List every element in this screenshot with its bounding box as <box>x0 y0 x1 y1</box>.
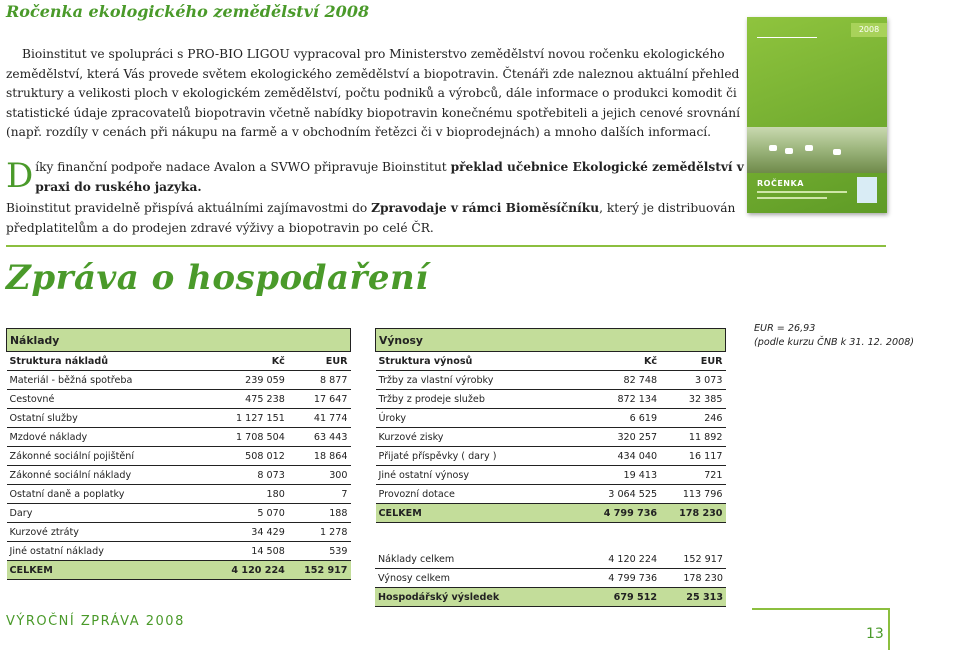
table-row <box>376 428 726 447</box>
total-eur: 178 230 <box>660 504 725 523</box>
column-header: EUR <box>288 352 351 371</box>
row-label: Zákonné sociální náklady <box>7 466 213 485</box>
row-czk: 14 508 <box>213 542 288 561</box>
row-czk: 8 073 <box>213 466 288 485</box>
cow-shape <box>805 145 813 151</box>
row-label: Ostatní daně a poplatky <box>7 485 213 504</box>
summary-czk: 4 120 224 <box>581 550 660 569</box>
row-label: Materiál - běžná spotřeba <box>7 371 213 390</box>
cover-subtitle-line <box>757 197 827 199</box>
row-eur: 63 443 <box>288 428 351 447</box>
total-czk: 4 120 224 <box>213 561 288 580</box>
row-label: Ostatní služby <box>7 409 213 428</box>
row-eur: 246 <box>660 409 725 428</box>
column-header: Struktura výnosů <box>376 352 582 371</box>
cover-photo <box>747 127 887 173</box>
exchange-rate: EUR = 26,93 <box>754 323 816 334</box>
cover-year-tab: 2008 <box>851 23 887 37</box>
row-label: Kurzové ztráty <box>7 523 213 542</box>
page-number: 13 <box>866 626 884 642</box>
table-row <box>7 542 351 561</box>
summary-label: Náklady celkem <box>375 550 581 569</box>
row-label: Zákonné sociální pojištění <box>7 447 213 466</box>
row-eur: 16 117 <box>660 447 725 466</box>
total-czk: 4 799 736 <box>582 504 661 523</box>
yearbook-cover-image <box>747 17 887 213</box>
row-eur: 11 892 <box>660 428 725 447</box>
summary-table <box>375 550 726 607</box>
footer-title: VÝROČNÍ ZPRÁVA 2008 <box>6 614 185 629</box>
cover-subtitle-line <box>757 191 847 193</box>
row-czk: 5 070 <box>213 504 288 523</box>
summary-eur: 152 917 <box>660 550 726 569</box>
summary-eur: 178 230 <box>660 569 726 588</box>
row-label: Jiné ostatní náklady <box>7 542 213 561</box>
row-label: Úroky <box>376 409 582 428</box>
row-eur: 300 <box>288 466 351 485</box>
cover-title: ROČENKA <box>757 179 804 188</box>
total-label: CELKEM <box>376 504 582 523</box>
row-label: Přijaté příspěvky ( dary ) <box>376 447 582 466</box>
column-header: Kč <box>213 352 288 371</box>
row-eur: 17 647 <box>288 390 351 409</box>
row-eur: 7 <box>288 485 351 504</box>
summary-label: Výnosy celkem <box>375 569 581 588</box>
table-row <box>376 390 726 409</box>
exchange-rate-note <box>754 322 914 350</box>
row-eur: 41 774 <box>288 409 351 428</box>
row-czk: 180 <box>213 485 288 504</box>
costs-table <box>6 328 351 580</box>
table-row <box>7 371 351 390</box>
column-header: Kč <box>582 352 661 371</box>
cover-badge <box>857 177 877 203</box>
row-czk: 434 040 <box>582 447 661 466</box>
revenues-table <box>375 328 726 523</box>
cover-logo <box>757 37 817 42</box>
table-row <box>7 390 351 409</box>
row-eur: 3 073 <box>660 371 725 390</box>
row-eur: 188 <box>288 504 351 523</box>
paragraph-newsletter-bold: Zpravodaje v rámci Bioměsíčníku <box>371 201 600 215</box>
row-eur: 32 385 <box>660 390 725 409</box>
total-eur: 152 917 <box>288 561 351 580</box>
paragraph-translation-bold: překlad učebnice Ekologické zemědělství v praxi do ruského jazyka. <box>35 160 744 194</box>
table-row <box>376 466 726 485</box>
table-row <box>7 428 351 447</box>
row-label: Tržby za vlastní výrobky <box>376 371 582 390</box>
table-row <box>7 447 351 466</box>
row-label: Mzdové náklady <box>7 428 213 447</box>
row-czk: 508 012 <box>213 447 288 466</box>
row-label: Cestovné <box>7 390 213 409</box>
cow-shape <box>785 148 793 154</box>
divider-rule <box>6 245 886 247</box>
row-czk: 82 748 <box>582 371 661 390</box>
paragraph-translation-text: íky finanční podpoře nadace Avalon a SVWO připravuje Bioinstitut <box>35 160 451 174</box>
row-czk: 475 238 <box>213 390 288 409</box>
row-czk: 19 413 <box>582 466 661 485</box>
paragraph-yearbook <box>6 45 744 143</box>
table-row <box>376 409 726 428</box>
paragraph-newsletter-end: , který je distribuován předplatitelům a do prodejen zdravé výživy a biopotravin po celé ČR. <box>6 201 736 235</box>
table-row <box>376 447 726 466</box>
row-czk: 3 064 525 <box>582 485 661 504</box>
cow-shape <box>769 145 777 151</box>
paragraph-translation <box>6 158 744 197</box>
revenues-table-title: Výnosy <box>376 329 726 352</box>
table-row <box>376 485 726 504</box>
row-eur: 18 864 <box>288 447 351 466</box>
result-czk: 679 512 <box>581 588 660 607</box>
paragraph-newsletter <box>6 199 744 238</box>
row-czk: 6 619 <box>582 409 661 428</box>
row-eur: 113 796 <box>660 485 725 504</box>
column-header: Struktura nákladů <box>7 352 213 371</box>
table-row <box>7 466 351 485</box>
row-eur: 721 <box>660 466 725 485</box>
cow-shape <box>833 149 841 155</box>
row-label: Jiné ostatní výnosy <box>376 466 582 485</box>
summary-czk: 4 799 736 <box>581 569 660 588</box>
row-czk: 1 708 504 <box>213 428 288 447</box>
row-czk: 34 429 <box>213 523 288 542</box>
page-heading: Ročenka ekologického zemědělství 2008 <box>6 2 370 21</box>
row-label: Dary <box>7 504 213 523</box>
table-row <box>7 409 351 428</box>
costs-table-title: Náklady <box>7 329 351 352</box>
exchange-rate-source: (podle kurzu ČNB k 31. 12. 2008) <box>754 337 915 348</box>
result-eur: 25 313 <box>660 588 726 607</box>
row-czk: 239 059 <box>213 371 288 390</box>
table-row <box>7 504 351 523</box>
row-czk: 872 134 <box>582 390 661 409</box>
row-czk: 320 257 <box>582 428 661 447</box>
drop-cap: D <box>6 156 34 196</box>
section-title: Zpráva o hospodaření <box>6 258 429 298</box>
table-row <box>7 523 351 542</box>
row-label: Tržby z prodeje služeb <box>376 390 582 409</box>
paragraph-yearbook-text: Bioinstitut ve spolupráci s PRO-BIO LIGOU vypracoval pro Ministerstvo zemědělství novou ročenku ekologického zemědělství, která Vás provede světem ekologického zemědělství a biopotravin. Čtenáři zde naleznou aktuální přehled struktury a velikosti ploch v ekologickém zemědělství, počtu podniků a výrobců, dále informace o produkci komodit či statistické údaje zpracovatelů biopotravin včetně nabídky biopotravin konečnému spotřebiteli a jejich cenové srovnání (např. rozdíly v cenách při nákupu na farmě a v obchodním řetězci či v bioprodejnách) a mnoho dalších informací. <box>6 47 741 139</box>
row-eur: 1 278 <box>288 523 351 542</box>
total-label: CELKEM <box>7 561 213 580</box>
row-eur: 8 877 <box>288 371 351 390</box>
row-czk: 1 127 151 <box>213 409 288 428</box>
column-header: EUR <box>660 352 725 371</box>
row-label: Provozní dotace <box>376 485 582 504</box>
table-row <box>376 371 726 390</box>
table-row <box>7 485 351 504</box>
row-eur: 539 <box>288 542 351 561</box>
result-label: Hospodářský výsledek <box>375 588 581 607</box>
paragraph-newsletter-text: Bioinstitut pravidelně přispívá aktuálními zajímavostmi do <box>6 201 372 215</box>
row-label: Kurzové zisky <box>376 428 582 447</box>
